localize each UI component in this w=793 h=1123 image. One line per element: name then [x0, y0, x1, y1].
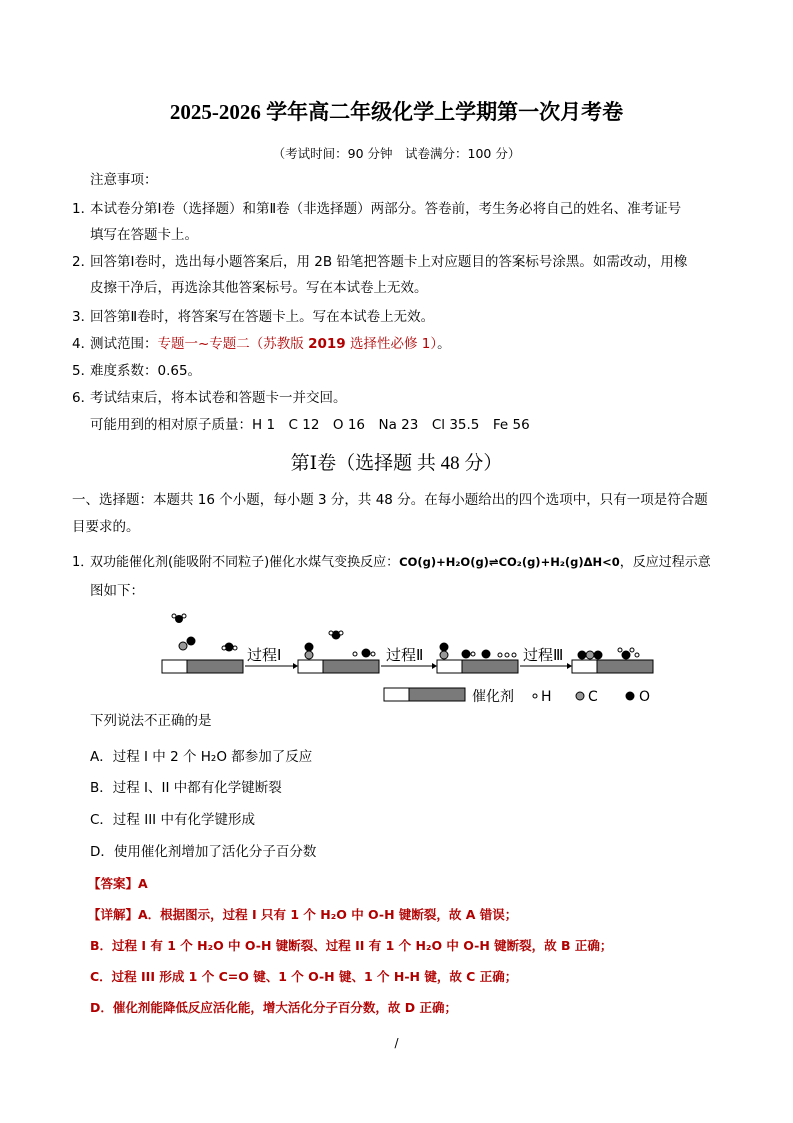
- question-1-stem-line1: [72, 553, 711, 572]
- catalyst-bar-4: [572, 660, 653, 673]
- note-text: 考试结束后，将本试卷和答题卡一并交回。: [90, 390, 347, 406]
- note-5: [72, 362, 201, 380]
- legend-o-label: O: [639, 689, 651, 705]
- step-1-label: 过程Ⅰ: [247, 646, 282, 664]
- test-range-text: 专题一~专题二（苏教版: [157, 336, 309, 352]
- note-num: 5．: [72, 363, 95, 379]
- option-d: D．使用催化剂增加了活化分子百分数: [90, 844, 317, 860]
- catalyst-bar-2: [298, 660, 379, 673]
- note-4: [72, 335, 451, 353]
- exam-subtitle: （考试时间：90 分钟 试卷满分：100 分）: [272, 146, 521, 161]
- molecule-h2o-adsorbed: [222, 643, 237, 652]
- section-intro-line2: 目要求的。: [72, 519, 140, 535]
- answer-label: 【答案】A: [88, 876, 148, 891]
- note-num: 3．: [72, 309, 95, 325]
- note-3: [72, 308, 434, 326]
- note-text: 回答第Ⅱ卷时，将答案写在答题卡上。写在本试卷上无效。: [90, 309, 435, 325]
- legend-h-label: H: [541, 689, 552, 705]
- legend-c-symbol: [576, 692, 584, 700]
- question-1-prompt: 下列说法不正确的是: [90, 713, 212, 729]
- explanation-line-b: B．过程 I 有 1 个 H₂O 中 O-H 键断裂、过程 II 有 1 个 H₂O 中 O-H 键断裂，故 B 正确；: [90, 938, 613, 953]
- page-footer: /: [394, 1036, 399, 1050]
- note-num: 2．: [72, 254, 95, 270]
- question-num: 1．: [72, 555, 94, 570]
- stage-4-atoms: [578, 648, 640, 660]
- option-c: C．过程 III 中有化学键形成: [90, 812, 255, 828]
- test-range: [158, 336, 438, 352]
- explanation-line-d: D．催化剂能降低反应活化能，增大活化分子百分数，故 D 正确；: [90, 1000, 457, 1015]
- question-1-stem-line2: 图如下：: [90, 583, 144, 599]
- note-1-line1: [72, 200, 681, 218]
- question-stem: 双功能催化剂(能吸附不同粒子)催化水煤气变换反应：: [90, 555, 400, 570]
- step-2-label: 过程Ⅱ: [386, 646, 424, 664]
- note-num: 1．: [72, 201, 95, 217]
- section-title: 第Ⅰ卷（选择题 共 48 分）: [290, 453, 503, 474]
- legend-catalyst-label: 催化剂: [472, 689, 514, 705]
- question-stem-tail: ，反应过程示意: [619, 555, 711, 570]
- step-3-label: 过程Ⅲ: [523, 646, 564, 664]
- note-num: 4．: [72, 336, 95, 352]
- note-num: 6．: [72, 390, 95, 406]
- note-text: 本试卷分第Ⅰ卷（选择题）和第Ⅱ卷（非选择题）两部分。答卷前，考生务必将自己的姓名、准考证号: [90, 201, 682, 217]
- section-intro-line1: 一、选择题：本题共 16 个小题，每小题 3 分，共 48 分。在每小题给出的四个选项中，只有一项是符合题: [72, 492, 708, 508]
- atomic-mass-line: 可能用到的相对原子质量：H 1 C 12 O 16 Na 23 Cl 35.5 Fe 56: [90, 417, 530, 433]
- molecule-co-adsorbed: [179, 637, 196, 651]
- test-range-year: 2019: [308, 336, 346, 352]
- explanation-line-a: 【详解】A．根据图示，过程 I 只有 1 个 H₂O 中 O-H 键断裂，故 A 错误；: [88, 907, 518, 922]
- test-range-tail: 选择性必修 1）: [345, 336, 438, 352]
- note-6: [72, 389, 347, 407]
- catalyst-bar-1: [162, 660, 243, 673]
- note-prefix: 测试范围：: [90, 336, 158, 352]
- legend-h-symbol: [533, 694, 537, 698]
- note-text: 回答第Ⅰ卷时，选出每小题答案后，用 2B 铅笔把答题卡上对应题目的答案标号涂黑。如需改动，用橡: [90, 254, 688, 270]
- option-b: B．过程 I、II 中都有化学键断裂: [90, 780, 282, 796]
- note-1-line2: 填写在答题卡上。: [90, 227, 198, 243]
- catalyst-bar-3: [437, 660, 518, 673]
- reaction-equation: CO(g)+H₂O(g)⇌CO₂(g)+H₂(g)ΔH<0: [399, 555, 620, 569]
- notes-heading: 注意事项：: [90, 172, 158, 188]
- note-suffix: 。: [437, 336, 451, 352]
- exam-title: 2025-2026 学年高二年级化学上学期第一次月考卷: [169, 100, 624, 124]
- stage-2-atoms: [305, 631, 376, 660]
- molecule-h2o-floating: [172, 614, 186, 623]
- explanation-line-c: C．过程 III 形成 1 个 C=O 键、1 个 O-H 键、1 个 H-H 键，故 C 正确；: [90, 969, 518, 984]
- legend-o-symbol: [626, 692, 635, 701]
- legend-catalyst: [384, 688, 465, 701]
- note-2-line1: [72, 253, 687, 271]
- note-2-line2: 皮擦干净后，再选涂其他答案标号。写在本试卷上无效。: [90, 280, 428, 296]
- stage-3-atoms: [440, 643, 517, 660]
- legend-c-label: C: [588, 689, 598, 705]
- note-text: 难度系数：0.65。: [90, 363, 202, 379]
- reaction-process-diagram: [150, 608, 670, 708]
- option-a: A．过程 I 中 2 个 H₂O 都参加了反应: [90, 749, 313, 765]
